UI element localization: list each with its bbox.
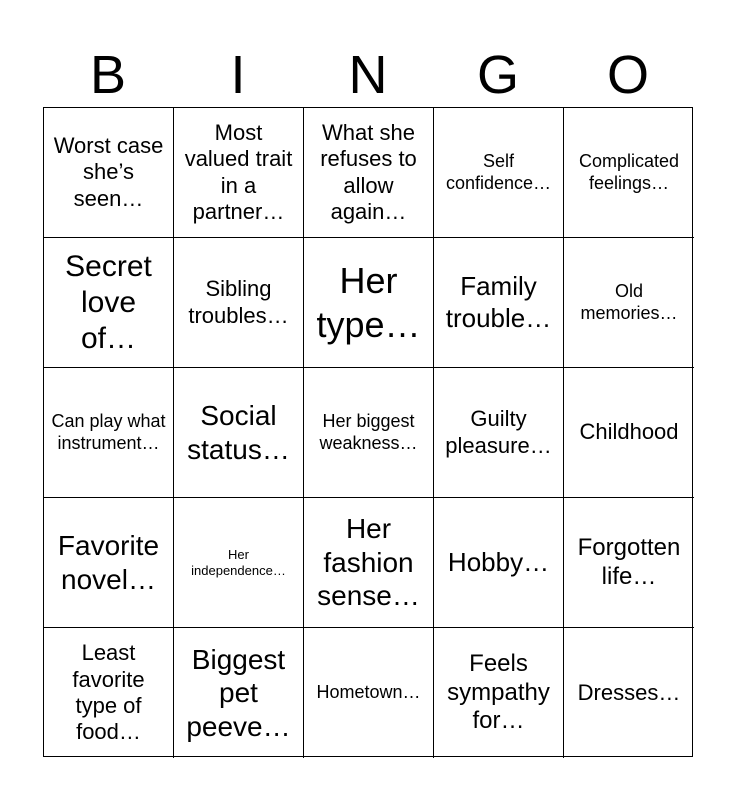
bingo-cell[interactable]: Her type… (304, 238, 434, 368)
bingo-cell[interactable]: Her fashion sense… (304, 498, 434, 628)
header-letter-b: B (89, 45, 127, 105)
bingo-cell[interactable]: Feels sympathy for… (434, 628, 564, 758)
bingo-board (43, 107, 693, 757)
bingo-cell[interactable]: Complicated feelings… (564, 108, 694, 238)
bingo-cell[interactable]: Self confidence… (434, 108, 564, 238)
header-letter-n: N (348, 45, 388, 105)
bingo-header (43, 44, 693, 106)
bingo-cell[interactable]: Sibling troubles… (174, 238, 304, 368)
bingo-cell[interactable]: Childhood (564, 368, 694, 498)
bingo-cell[interactable]: Dresses… (577, 679, 681, 705)
bingo-cell[interactable]: Family trouble… (434, 238, 564, 368)
bingo-cell[interactable]: Most valued trait in a partner… (174, 108, 304, 238)
bingo-cell[interactable]: Least favorite type of food… (44, 628, 174, 758)
bingo-cell[interactable]: Social status… (174, 368, 304, 498)
bingo-cell[interactable]: Hobby… (434, 498, 564, 628)
header-letter-i: I (230, 45, 246, 105)
bingo-cell[interactable]: Worst case she’s seen… (44, 108, 174, 238)
bingo-cell[interactable]: Hometown… (304, 628, 434, 758)
header-letter-g: G (476, 45, 519, 105)
header-letter-o: O (606, 45, 649, 105)
bingo-cell[interactable]: Favorite novel… (44, 498, 174, 628)
bingo-cell[interactable]: Her biggest weakness… (304, 368, 434, 498)
bingo-cell[interactable]: Old memories… (564, 238, 694, 368)
bingo-cell[interactable]: Guilty pleasure… (434, 368, 564, 498)
bingo-cell[interactable]: Her independence… (174, 498, 304, 628)
bingo-cell[interactable]: Forgotten life… (564, 498, 694, 628)
bingo-cell[interactable]: Biggest pet peeve… (174, 628, 304, 758)
bingo-cell[interactable]: Secret love of… (44, 238, 174, 368)
bingo-cell[interactable]: Can play what instrument… (44, 368, 174, 498)
bingo-cell[interactable]: What she refuses to allow again… (304, 108, 434, 238)
